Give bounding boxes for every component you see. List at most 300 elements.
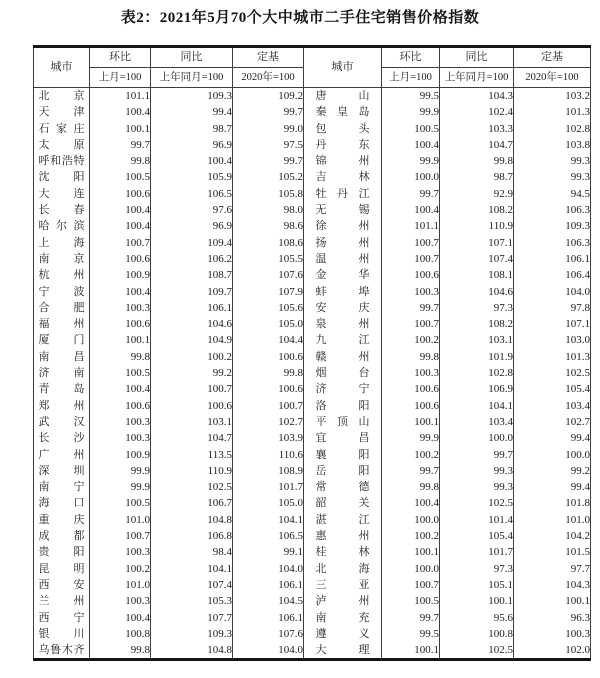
city-cell: [34, 104, 90, 120]
header-fixed-base-right: 2020年=100: [514, 68, 591, 88]
mom-value: 100.6: [382, 267, 440, 283]
fixed-base-value: 105.0: [233, 316, 304, 332]
city-cell: [34, 414, 90, 430]
mom-value: 100.3: [90, 300, 151, 316]
yoy-value: 96.9: [151, 137, 233, 153]
city-name: 锦州: [315, 155, 370, 168]
table-row: [34, 186, 591, 202]
city-cell: [34, 626, 90, 642]
yoy-value: 102.5: [440, 495, 514, 511]
fixed-base-value: 96.3: [514, 610, 591, 626]
header-mom-left: 环比: [90, 47, 151, 68]
mom-value: 99.7: [382, 186, 440, 202]
table-row: [34, 447, 591, 463]
city-name: 吉林: [315, 171, 370, 184]
mom-value: 99.7: [90, 137, 151, 153]
yoy-value: 105.4: [440, 528, 514, 544]
city-cell: [304, 544, 382, 560]
fixed-base-value: 101.7: [233, 479, 304, 495]
city-cell: [304, 577, 382, 593]
mom-value: 100.7: [382, 251, 440, 267]
city-cell: [304, 430, 382, 446]
header-mom-base-right: 上月=100: [382, 68, 440, 88]
city-name: 济宁: [315, 383, 370, 396]
fixed-base-value: 106.3: [514, 202, 591, 218]
yoy-value: 97.3: [440, 300, 514, 316]
fixed-base-value: 104.3: [514, 577, 591, 593]
fixed-base-value: 105.0: [233, 495, 304, 511]
table-row: [34, 626, 591, 642]
fixed-base-value: 105.4: [514, 381, 591, 397]
city-name: 太原: [38, 138, 85, 151]
yoy-value: 107.7: [151, 610, 233, 626]
yoy-value: 104.3: [440, 88, 514, 105]
city-name: 厦门: [38, 334, 85, 347]
city-cell: [304, 316, 382, 332]
city-cell: [304, 349, 382, 365]
city-name: 包头: [315, 122, 370, 135]
city-name: 西安: [38, 578, 85, 591]
fixed-base-value: 100.3: [514, 626, 591, 642]
city-name: 九江: [315, 334, 370, 347]
yoy-value: 100.7: [151, 381, 233, 397]
yoy-value: 108.1: [440, 267, 514, 283]
city-name: 徐州: [315, 220, 370, 233]
mom-value: 100.4: [382, 137, 440, 153]
table-row: [34, 577, 591, 593]
city-name: 洛阳: [315, 399, 370, 412]
mom-value: 100.6: [90, 251, 151, 267]
city-name: 安庆: [315, 301, 370, 314]
city-name: 郑州: [38, 399, 85, 412]
yoy-value: 97.6: [151, 202, 233, 218]
table-row: [34, 593, 591, 609]
mom-value: 99.9: [382, 430, 440, 446]
mom-value: 100.4: [90, 284, 151, 300]
mom-value: 99.7: [382, 463, 440, 479]
yoy-value: 99.2: [151, 365, 233, 381]
yoy-value: 100.6: [151, 398, 233, 414]
mom-value: 100.7: [90, 528, 151, 544]
yoy-value: 97.3: [440, 561, 514, 577]
city-cell: [304, 495, 382, 511]
mom-value: 100.2: [382, 332, 440, 348]
mom-value: 99.9: [90, 479, 151, 495]
city-cell: [34, 153, 90, 169]
yoy-value: 106.5: [151, 186, 233, 202]
city-cell: [304, 267, 382, 283]
header-mom-right: 环比: [382, 47, 440, 68]
mom-value: 101.0: [90, 512, 151, 528]
table-row: [34, 251, 591, 267]
city-name: 大理: [315, 644, 370, 657]
mom-value: 100.7: [382, 235, 440, 251]
city-cell: [34, 121, 90, 137]
mom-value: 99.8: [382, 479, 440, 495]
city-cell: [304, 447, 382, 463]
table-row: [34, 479, 591, 495]
city-cell: [34, 447, 90, 463]
city-cell: [304, 528, 382, 544]
mom-value: 100.6: [90, 398, 151, 414]
yoy-value: 99.8: [440, 153, 514, 169]
mom-value: 100.3: [90, 593, 151, 609]
yoy-value: 102.8: [440, 365, 514, 381]
city-name: 扬州: [315, 236, 370, 249]
city-name: 宜昌: [315, 432, 370, 445]
table-row: [34, 512, 591, 528]
city-name: 乌鲁木齐: [38, 644, 85, 657]
city-name: 大连: [38, 187, 85, 200]
city-cell: [304, 398, 382, 414]
mom-value: 100.3: [382, 284, 440, 300]
table-row: [34, 528, 591, 544]
mom-value: 100.1: [90, 121, 151, 137]
yoy-value: 106.8: [151, 528, 233, 544]
city-name: 长春: [38, 204, 85, 217]
yoy-value: 109.3: [151, 88, 233, 105]
fixed-base-value: 104.5: [233, 593, 304, 609]
header-city-right: 城市: [304, 47, 382, 88]
city-cell: [34, 593, 90, 609]
city-name: 贵阳: [38, 546, 85, 559]
header-fixed-left: 定基: [233, 47, 304, 68]
yoy-value: 104.1: [440, 398, 514, 414]
mom-value: 100.1: [382, 414, 440, 430]
yoy-value: 99.7: [440, 447, 514, 463]
table-row: [34, 610, 591, 626]
yoy-value: 102.5: [151, 479, 233, 495]
header-fixed-base-left: 2020年=100: [233, 68, 304, 88]
yoy-value: 103.1: [151, 414, 233, 430]
city-cell: [304, 121, 382, 137]
fixed-base-value: 98.0: [233, 202, 304, 218]
mom-value: 99.9: [382, 153, 440, 169]
city-name: 北京: [38, 90, 85, 102]
fixed-base-value: 102.8: [514, 121, 591, 137]
city-cell: [304, 642, 382, 660]
city-name: 烟台: [315, 367, 370, 380]
fixed-base-value: 104.0: [233, 561, 304, 577]
yoy-value: 113.5: [151, 447, 233, 463]
yoy-value: 104.7: [151, 430, 233, 446]
mom-value: 100.9: [90, 447, 151, 463]
fixed-base-value: 102.0: [514, 642, 591, 660]
mom-value: 99.8: [90, 349, 151, 365]
yoy-value: 109.4: [151, 235, 233, 251]
city-cell: [34, 169, 90, 185]
city-cell: [304, 88, 382, 105]
city-cell: [34, 528, 90, 544]
mom-value: 100.4: [90, 610, 151, 626]
fixed-base-value: 102.5: [514, 365, 591, 381]
fixed-base-value: 100.7: [233, 398, 304, 414]
city-name: 济南: [38, 367, 85, 380]
city-name: 南宁: [38, 481, 85, 494]
city-cell: [34, 218, 90, 234]
city-cell: [34, 202, 90, 218]
city-cell: [34, 544, 90, 560]
city-cell: [304, 626, 382, 642]
price-index-table: [33, 45, 591, 661]
city-name: 秦皇岛: [315, 106, 370, 119]
fixed-base-value: 106.4: [514, 267, 591, 283]
fixed-base-value: 109.2: [233, 88, 304, 105]
mom-value: 99.8: [90, 642, 151, 660]
city-cell: [304, 512, 382, 528]
city-cell: [304, 186, 382, 202]
mom-value: 100.1: [382, 642, 440, 660]
yoy-value: 106.2: [151, 251, 233, 267]
yoy-value: 103.3: [440, 121, 514, 137]
fixed-base-value: 103.4: [514, 398, 591, 414]
city-name: 三亚: [315, 578, 370, 591]
yoy-value: 98.4: [151, 544, 233, 560]
city-cell: [34, 577, 90, 593]
city-cell: [34, 316, 90, 332]
yoy-value: 104.6: [151, 316, 233, 332]
city-name: 惠州: [315, 530, 370, 543]
yoy-value: 100.8: [440, 626, 514, 642]
city-name: 韶关: [315, 497, 370, 510]
city-cell: [304, 218, 382, 234]
yoy-value: 98.7: [151, 121, 233, 137]
city-name: 泸州: [315, 595, 370, 608]
city-name: 福州: [38, 318, 85, 331]
fixed-base-value: 107.1: [514, 316, 591, 332]
mom-value: 100.4: [382, 202, 440, 218]
yoy-value: 101.4: [440, 512, 514, 528]
mom-value: 100.2: [382, 447, 440, 463]
yoy-value: 108.2: [440, 316, 514, 332]
mom-value: 100.3: [90, 544, 151, 560]
fixed-base-value: 105.5: [233, 251, 304, 267]
city-cell: [304, 381, 382, 397]
table-row: [34, 153, 591, 169]
city-cell: [34, 642, 90, 660]
page-title: 表2：2021年5月70个大中城市二手住宅销售价格指数: [120, 10, 480, 26]
mom-value: 100.1: [90, 332, 151, 348]
fixed-base-value: 99.8: [233, 365, 304, 381]
mom-value: 99.5: [382, 626, 440, 642]
city-cell: [34, 235, 90, 251]
city-cell: [34, 186, 90, 202]
yoy-value: 109.3: [151, 626, 233, 642]
yoy-value: 104.8: [151, 512, 233, 528]
mom-value: 101.0: [90, 577, 151, 593]
city-name: 宁波: [38, 285, 85, 298]
mom-value: 100.5: [90, 169, 151, 185]
city-cell: [34, 284, 90, 300]
fixed-base-value: 102.7: [514, 414, 591, 430]
city-cell: [34, 495, 90, 511]
city-name: 南昌: [38, 350, 85, 363]
city-name: 合肥: [38, 301, 85, 314]
city-name: 成都: [38, 530, 85, 543]
city-cell: [304, 414, 382, 430]
city-cell: [304, 332, 382, 348]
fixed-base-value: 104.4: [233, 332, 304, 348]
city-cell: [34, 251, 90, 267]
yoy-value: 98.7: [440, 169, 514, 185]
yoy-value: 104.9: [151, 332, 233, 348]
fixed-base-value: 99.3: [514, 169, 591, 185]
yoy-value: 100.0: [440, 430, 514, 446]
city-name: 银川: [38, 627, 85, 640]
mom-value: 100.5: [382, 121, 440, 137]
mom-value: 100.8: [90, 626, 151, 642]
city-name: 襄阳: [315, 448, 370, 461]
city-name: 常德: [315, 481, 370, 494]
city-name: 兰州: [38, 595, 85, 608]
city-cell: [34, 561, 90, 577]
fixed-base-value: 101.3: [514, 104, 591, 120]
fixed-base-value: 99.3: [514, 153, 591, 169]
table-header: [34, 47, 591, 88]
table-row: [34, 495, 591, 511]
city-name: 桂林: [315, 546, 370, 559]
fixed-base-value: 104.0: [514, 284, 591, 300]
city-cell: [304, 561, 382, 577]
fixed-base-value: 100.0: [514, 447, 591, 463]
mom-value: 99.5: [382, 88, 440, 105]
fixed-base-value: 100.6: [233, 349, 304, 365]
fixed-base-value: 104.2: [514, 528, 591, 544]
fixed-base-value: 101.5: [514, 544, 591, 560]
city-name: 哈尔滨: [38, 220, 85, 233]
fixed-base-value: 106.1: [233, 577, 304, 593]
mom-value: 100.7: [382, 577, 440, 593]
mom-value: 101.1: [382, 218, 440, 234]
mom-value: 100.3: [90, 430, 151, 446]
fixed-base-value: 99.4: [514, 430, 591, 446]
city-name: 杭州: [38, 269, 85, 282]
yoy-value: 104.8: [151, 642, 233, 660]
city-cell: [304, 365, 382, 381]
header-yoy-base-left: 上年同月=100: [151, 68, 233, 88]
table-row: [34, 300, 591, 316]
mom-value: 99.8: [382, 349, 440, 365]
fixed-base-value: 105.6: [233, 300, 304, 316]
city-name: 牡丹江: [315, 187, 370, 200]
city-name: 北海: [315, 562, 370, 575]
table-row: [34, 544, 591, 560]
fixed-base-value: 108.9: [233, 463, 304, 479]
city-name: 昆明: [38, 562, 85, 575]
fixed-base-value: 106.3: [514, 235, 591, 251]
yoy-value: 107.1: [440, 235, 514, 251]
city-cell: [34, 137, 90, 153]
mom-value: 100.4: [90, 104, 151, 120]
mom-value: 100.4: [90, 218, 151, 234]
city-cell: [304, 153, 382, 169]
city-cell: [34, 512, 90, 528]
city-name: 青岛: [38, 383, 85, 396]
city-name: 遵义: [315, 627, 370, 640]
yoy-value: 103.4: [440, 414, 514, 430]
yoy-value: 100.1: [440, 593, 514, 609]
yoy-value: 100.4: [151, 153, 233, 169]
table-row: [34, 561, 591, 577]
mom-value: 100.4: [90, 202, 151, 218]
city-name: 湛江: [315, 513, 370, 526]
city-name: 广州: [38, 448, 85, 461]
city-cell: [34, 610, 90, 626]
fixed-base-value: 102.7: [233, 414, 304, 430]
mom-value: 100.7: [90, 235, 151, 251]
city-name: 海口: [38, 497, 85, 510]
city-cell: [304, 300, 382, 316]
fixed-base-value: 99.7: [233, 153, 304, 169]
mom-value: 99.7: [382, 610, 440, 626]
city-cell: [304, 610, 382, 626]
table-row: [34, 430, 591, 446]
yoy-value: 107.4: [151, 577, 233, 593]
table-row: [34, 121, 591, 137]
fixed-base-value: 100.6: [233, 381, 304, 397]
fixed-base-value: 103.8: [514, 137, 591, 153]
yoy-value: 105.3: [151, 593, 233, 609]
city-name: 天津: [38, 106, 85, 119]
fixed-base-value: 100.1: [514, 593, 591, 609]
city-name: 武汉: [38, 415, 85, 428]
fixed-base-value: 108.6: [233, 235, 304, 251]
mom-value: 100.0: [382, 561, 440, 577]
yoy-value: 99.3: [440, 479, 514, 495]
fixed-base-value: 101.8: [514, 495, 591, 511]
fixed-base-value: 109.3: [514, 218, 591, 234]
mom-value: 100.4: [90, 381, 151, 397]
yoy-value: 108.7: [151, 267, 233, 283]
yoy-value: 96.9: [151, 218, 233, 234]
table-body: [34, 88, 591, 660]
mom-value: 100.6: [90, 186, 151, 202]
yoy-value: 110.9: [440, 218, 514, 234]
city-name: 上海: [38, 236, 85, 249]
mom-value: 100.3: [90, 414, 151, 430]
yoy-value: 106.1: [151, 300, 233, 316]
fixed-base-value: 107.6: [233, 267, 304, 283]
mom-value: 100.2: [382, 528, 440, 544]
table-row: [34, 235, 591, 251]
header-yoy-base-right: 上年同月=100: [440, 68, 514, 88]
yoy-value: 110.9: [151, 463, 233, 479]
table-row: [34, 349, 591, 365]
city-name: 重庆: [38, 513, 85, 526]
city-cell: [34, 365, 90, 381]
fixed-base-value: 98.6: [233, 218, 304, 234]
table-row: [34, 365, 591, 381]
city-name: 西宁: [38, 611, 85, 624]
city-name: 南京: [38, 252, 85, 265]
header-yoy-left: 同比: [151, 47, 233, 68]
mom-value: 100.5: [90, 365, 151, 381]
fixed-base-value: 101.3: [514, 349, 591, 365]
city-cell: [34, 463, 90, 479]
city-cell: [34, 398, 90, 414]
table-row: [34, 104, 591, 120]
fixed-base-value: 103.2: [514, 88, 591, 105]
fixed-base-value: 106.1: [233, 610, 304, 626]
mom-value: 100.5: [90, 495, 151, 511]
city-cell: [304, 202, 382, 218]
fixed-base-value: 106.5: [233, 528, 304, 544]
header-yoy-right: 同比: [440, 47, 514, 68]
yoy-value: 104.1: [151, 561, 233, 577]
fixed-base-value: 99.0: [233, 121, 304, 137]
yoy-value: 104.7: [440, 137, 514, 153]
mom-value: 99.9: [382, 104, 440, 120]
